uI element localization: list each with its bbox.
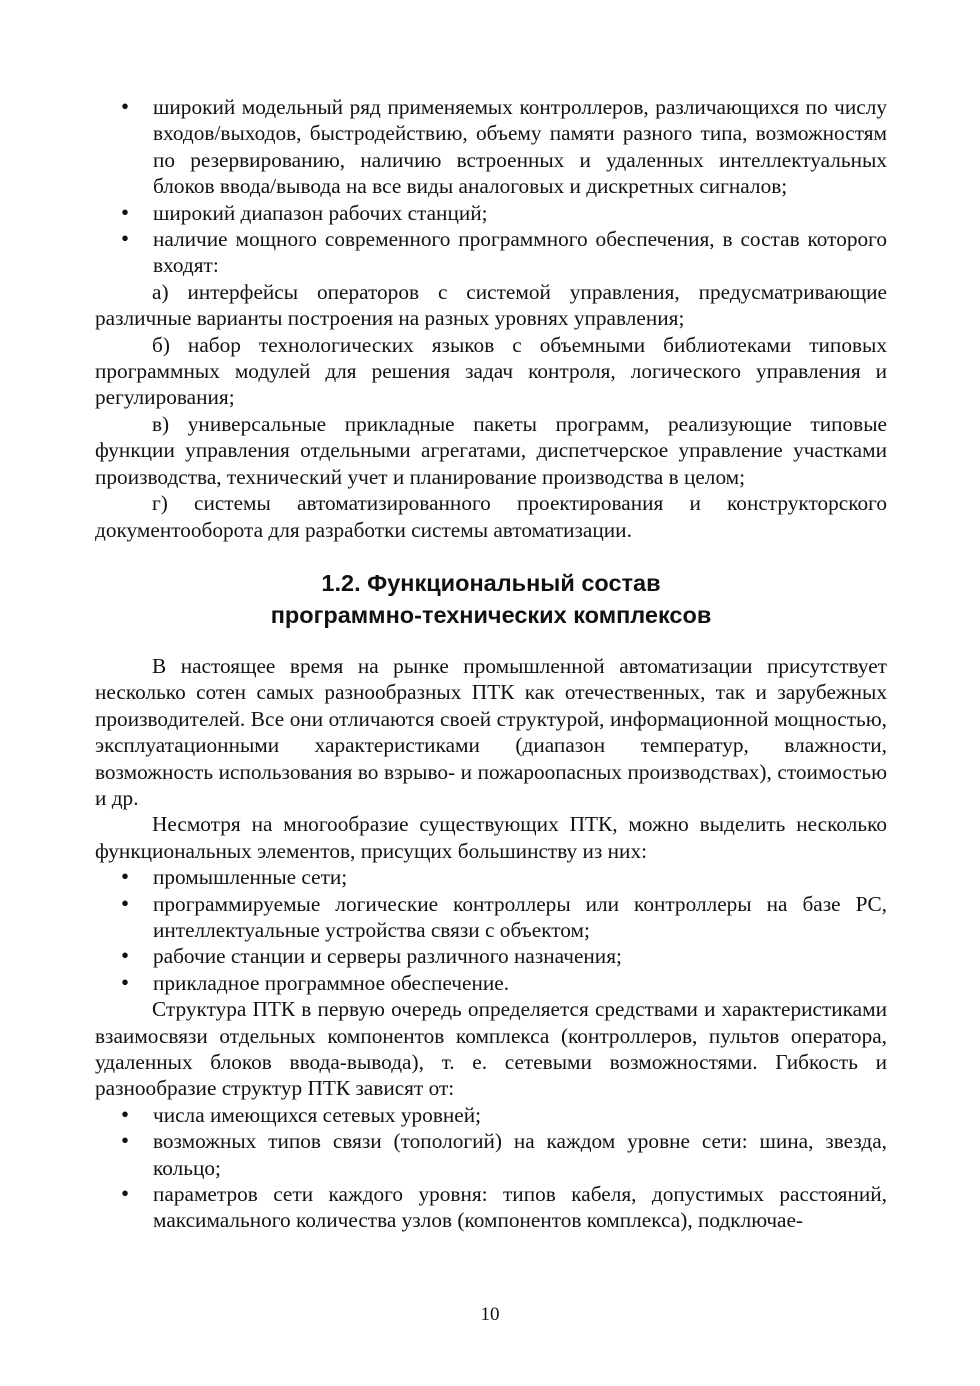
- bullet-item: • наличие мощного современного программного обеспечения, в состав которого входят:: [95, 226, 887, 279]
- software-item-c: в) универсальные прикладные пакеты программ, реализующие типовые функции управления отдельными агрегатами, диспетчерское управление участками производства, технический учет и планирование производства в целом;: [95, 411, 887, 489]
- factor-bullet: • возможных типов связи (топологий) на каждом уровне сети: шина, звезда, кольцо;: [95, 1128, 887, 1181]
- section-heading: [95, 567, 887, 631]
- page-content: [95, 94, 887, 1234]
- software-item-d: г) системы автоматизированного проектирования и конструкторского документооборота для разработки системы автоматизации.: [95, 491, 887, 542]
- page-number: 10: [480, 1304, 500, 1325]
- element-bullet: • промышленные сети;: [95, 864, 887, 890]
- factor-bullet: • параметров сети каждого уровня: типов кабеля, допустимых расстояний, максимального количества узлов (компонентов комплекса), подключае-: [95, 1181, 887, 1234]
- paragraph: Структура ПТК в первую очередь определяется средствами и характеристиками взаимосвязи отдельных компонентов комплекса (контроллеров, пультов оператора, удаленных блоков ввода-вывода), т. е. сетевыми возможностями. Гибкость и разнообразие структур ПТК зависят от:: [95, 997, 887, 1101]
- software-item-a: а) интерфейсы операторов с системой управления, предусматривающие различные варианты построения на разных уровнях управления;: [95, 279, 887, 331]
- element-bullet: • прикладное программное обеспечение.: [95, 970, 887, 996]
- factor-bullet: • числа имеющихся сетевых уровней;: [95, 1102, 887, 1128]
- paragraph: Несмотря на многообразие существующих ПТК, можно выделить несколько функциональных элементов, присущих большинству из них:: [95, 812, 887, 863]
- element-bullet: • рабочие станции и серверы различного назначения;: [95, 943, 887, 969]
- paragraph: В настоящее время на рынке промышленной автоматизации присутствует несколько сотен самых разнообразных ПТК как отечественных, так и зарубежных производителей. Все они отличаются своей структурой, информационной мощностью, эксплуатационными характеристиками (диапазон температур, влажности, возможность использования во взрыво- и пожароопасных производствах), стоимостью и др.: [95, 653, 887, 810]
- section-heading-line2: программно-технических комплексов: [270, 601, 712, 628]
- software-item-b: б) набор технологических языков с объемными библиотеками типовых программных модулей для решения задач контроля, логического управления и регулирования;: [95, 332, 887, 410]
- bullet-item: • широкий диапазон рабочих станций;: [95, 200, 887, 226]
- bullet-item: • широкий модельный ряд применяемых контроллеров, различающихся по числу входов/выходов, быстродействию, объему памяти разного типа, возможностям по резервированию, наличию встроенных и удаленных интеллектуальных блоков ввода/вывода на все виды аналоговых и дискретных сигналов;: [95, 94, 887, 200]
- section-heading-line1: 1.2. Функциональный состав: [321, 569, 661, 596]
- element-bullet: • программируемые логические контроллеры или контроллеры на базе PC, интеллектуальные устройства связи с объектом;: [95, 891, 887, 944]
